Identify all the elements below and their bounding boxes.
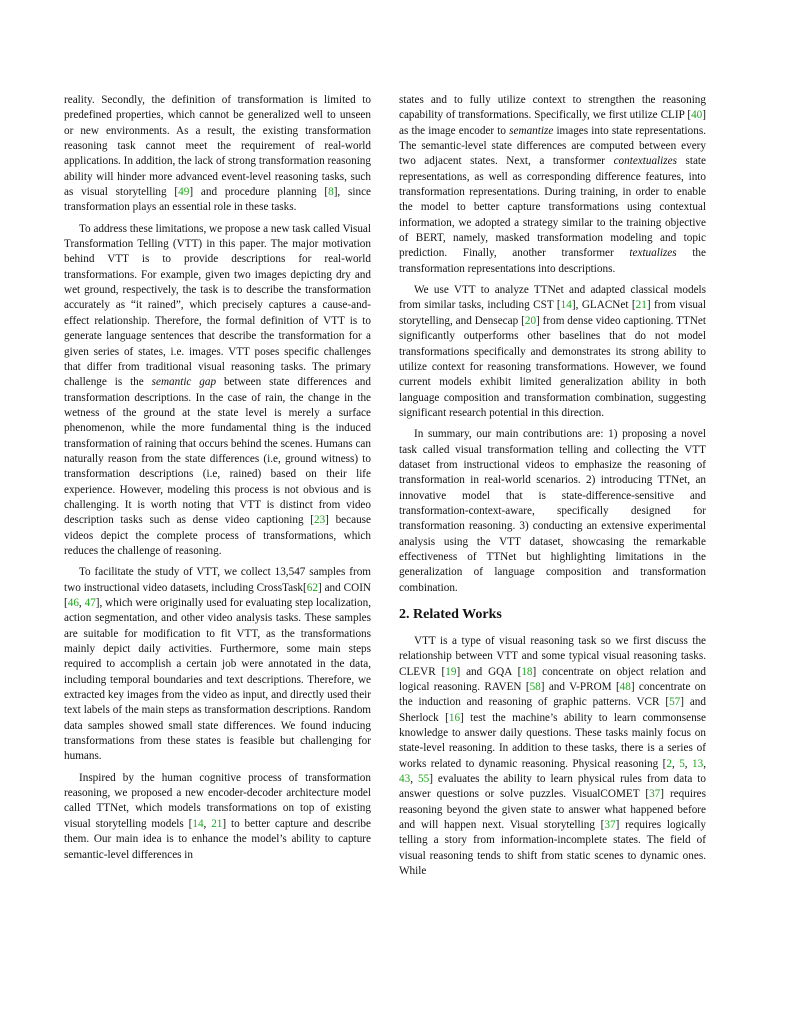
citation-link[interactable]: 14	[192, 817, 204, 830]
paragraph-ttnet-intro: Inspired by the human cognitive process of transformation reasoning, we proposed a new encoder-decoder architecture model called TTNet, which models transformations on top of existing visual storytelling models [14, 21] to better capture and describe them. Our main idea is to enhance the model’s ability to capture semantic-level differences in	[64, 771, 371, 861]
citation-link[interactable]: 58	[529, 681, 541, 694]
paragraph-contributions: In summary, our main contributions are: 1) proposing a novel task called visual transformation telling and collecting the VTT dataset from instructional videos to emphasize the reasoning of transformation in real-world scenarios. 2) introducing TTNet, an innovative model that is state-difference-sensitive and transformation-context-aware, specifically designed for transformation reasoning. 3) conducting an extensive experimental analysis using the VTT dataset, showcasing the remarkable effectiveness of TTNet but highlighting limitations in the generalization of language composition and transformation combination.	[399, 428, 706, 594]
paragraph-analysis: We use VTT to analyze TTNet and adapted classical models from similar tasks, including CST [14], GLACNet [21] from visual storytelling, and Densecap [20] from dense video captioning. TTNet significantly outperforms other baselines that do not model transformations specifically and demonstrates its strong ability to utilize context for reasoning transformations. However, we found current models exhibit limited generalization ability in both language composition and transformation combination, suggesting significant research potential in this direction.	[399, 284, 707, 419]
citation-link[interactable]: 37	[649, 788, 661, 801]
citation-link[interactable]: 62	[306, 581, 318, 594]
paragraph-dataset: To facilitate the study of VTT, we collect 13,547 samples from two instructional video datasets, including CrossTask[62] and COIN [46, 47], which were originally used for evaluating step localization, action segmentation, and other video analysis tasks. These samples are suitable for modification to fit VTT, as the transformations mainly depict daily activities. Furthermore, some main steps required to accomplish a certain job were annotated in the data, including temporal boundaries and text descriptions. Therefore, we extracted key images from the video as input, and directly used their text labels of the main steps as transformation descriptions. Random data samples showed small state differences. We found inducing transformations from these states is feasible but challenging for humans.	[64, 566, 372, 763]
citation-link[interactable]: 55	[418, 773, 430, 786]
citation-link[interactable]: 21	[635, 299, 647, 312]
paragraph-vtt-proposal: To address these limitations, we propose a new task called Visual Transformation Telling (VTT) in this paper. The major motivation behind VTT is to provide descriptions for real-world transformations. For example, given two images depicting dry and wet ground, respectively, the task is to describe the transformation accurately as “it rained”, which precisely captures a cause-and-effect relationship. Therefore, the formal definition of VTT is to generate language sentences that describe the transformation for a given series of states, i.e. images. VTT poses specific challenges that differ from traditional visual reasoning tasks. The primary challenge is the semantic gap between state differences and transformation descriptions. In the case of rain, the change in the wetness of the ground at the state level is merely a surface phenomenon, while the more fundamental thing is the induced transformation of raining that occurs behind the scenes. Humans can naturally reason from the state differences (i.e, ground witness) to transformation descriptions (i.e, rained) based on their life experience. However, modeling this process is not obvious and is challenging. It is worth noting that VTT is distinct from video description tasks such as dense video captioning [23] because videos depict the complete process of transformations, which reduces the challenge of reasoning.	[64, 222, 371, 557]
paragraph-related-works: VTT is a type of visual reasoning task so we first discuss the relationship between VTT and some typical visual reasoning tasks. CLEVR [19] and GQA [18] concentrate on object relation and logical reasoning. RAVEN [58] and V-PROM [48] concentrate on the induction and reasoning of graphic patterns. VCR [57] and Sherlock [16] test the machine’s ability to learn commonsense knowledge to answer daily questions. These tasks mainly focus on state-level reasoning. In addition to these tasks, there is a series of works related to dynamic reasoning. Physical reasoning [2, 5, 13, 43, 55] evaluates the ability to learn physical rules from data to answer questions or solve puzzles. VisualCOMET [37] requires reasoning beyond the given state to answer what happened before and will happen next. Visual storytelling [37] requires logically telling a story from information-incomplete states. The field of visual reasoning tends to shift from static scenes to dynamic ones. While	[399, 635, 707, 878]
citation-link[interactable]: 18	[521, 665, 533, 678]
citation-link[interactable]: 13	[692, 757, 704, 770]
paragraph-ttnet-method: states and to fully utilize context to strengthen the reasoning capability of transformations. Specifically, we first utilize CLIP [40] as the image encoder to semantize images into state representations. The semantic-level state differences are computed between every two adjacent states. Next, a transformer contextualizes state representations, as well as corresponding difference features, into transformation representations. During training, in order to enable the model to better capture transformations using contextual information, we adopted a strategy similar to the training objective of BERT, namely, masked transformation modeling and topic prediction. Finally, another transformer textualizes the transformation representations into descriptions.	[399, 94, 706, 275]
citation-link[interactable]: 19	[445, 665, 457, 678]
citation-link[interactable]: 20	[524, 314, 537, 327]
citation-link[interactable]: 16	[448, 711, 461, 724]
citation-link[interactable]: 46	[67, 597, 79, 609]
citation-link[interactable]: 49	[178, 186, 190, 199]
right-column	[399, 93, 706, 886]
citation-link[interactable]: 40	[691, 109, 703, 122]
citation-link[interactable]: 57	[669, 696, 681, 709]
citation-link[interactable]: 14	[560, 299, 572, 312]
paragraph-intro-limitations: reality. Secondly, the definition of transformation is limited to predefined properties, which cannot be generalized well to unseen or new environments. As a result, the existing transformation reasoning task cannot meet the requirement of real-world applications. In addition, the lack of strong transformation reasoning ability will hinder more advanced event-level reasoning tasks, such as visual storytelling [49] and procedure planning [8], since transformation plays an essential role in these tasks.	[64, 94, 372, 214]
citation-link[interactable]: 43	[399, 773, 411, 786]
left-column	[64, 93, 371, 869]
citation-link[interactable]: 47	[84, 597, 96, 609]
citation-link[interactable]: 2	[666, 757, 672, 770]
citation-link[interactable]: 8	[328, 186, 334, 199]
section-heading-related-works: 2. Related Works	[399, 607, 502, 622]
citation-link[interactable]: 5	[679, 757, 685, 770]
citation-link[interactable]: 23	[313, 514, 326, 527]
citation-link[interactable]: 48	[619, 681, 631, 694]
citation-link[interactable]: 21	[211, 817, 223, 830]
citation-link[interactable]: 37	[604, 819, 616, 832]
